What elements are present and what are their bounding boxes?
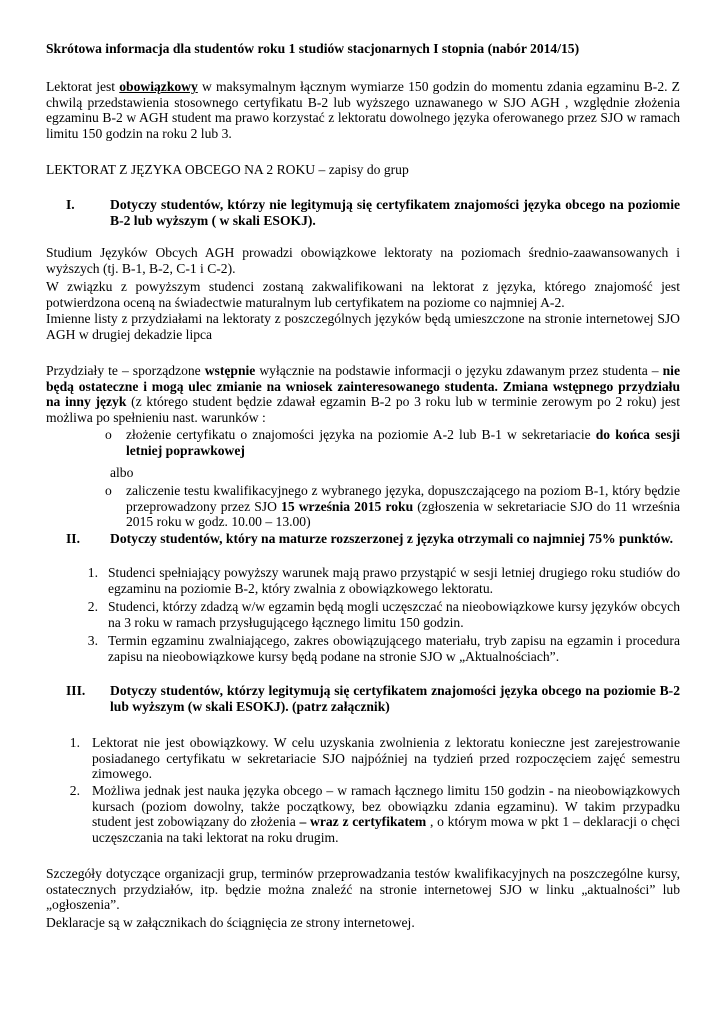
- footer-paragraph: Szczegóły dotyczące organizacji grup, terminów przeprowadzania testów kwalifikacyjnych na poszczególne kursy, ostatecznych przydziałów, itp. będzie można znaleźć na stronie internetowej SJO w linku „aktualności” lub „ogłoszenia”.: [46, 866, 680, 913]
- section-1-heading: [66, 197, 680, 228]
- section-1-number: I.: [66, 197, 75, 212]
- s1-paragraph-1: Studium Języków Obcych AGH prowadzi obowiązkowe lektoraty na poziomach średnio-zaawansowanych i wyższych (tj. B-1, B-2, C-1 i C-2).: [46, 245, 680, 276]
- i2-text-b: – wraz z certyfikatem: [299, 814, 427, 830]
- s1-paragraph-2: W związku z powyższym studenci zostaną zakwalifikowani na lektorat z języka, którego znajomość jest potwierdzona oceną na świadectwie maturalnym lub certyfikatem na poziome co najmniej A-2.: [46, 279, 680, 310]
- section-3-title: Dotyczy studentów, którzy legitymują się certyfikatem znajomości języka obcego na poziomie B-2 lub wyższym (w skali ESOKJ). (patrz załącznik): [110, 683, 680, 714]
- section-1-title: Dotyczy studentów, którzy nie legitymują się certyfikatem znajomości języka obcego na poziomie B-2 lub wyższym ( w skali ESOKJ).: [110, 197, 680, 228]
- section-2-title: Dotyczy studentów, który na maturze rozszerzonej z języka otrzymali co najmniej 75% punktów.: [110, 531, 674, 546]
- p4-text-a: Przydziały te – sporządzone: [46, 363, 205, 378]
- bullet-text: [126, 427, 680, 458]
- intro-text: Lektorat jest: [46, 79, 120, 94]
- p4-text-c: wyłącznie na podstawie informacji o języku zdawanym przez studenta –: [255, 363, 663, 378]
- list-item: [84, 599, 680, 630]
- section-heading-lektorat: LEKTORAT Z JĘZYKA OBCEGO NA 2 ROKU – zapisy do grup: [46, 162, 409, 177]
- p4-text-b: wstępnie: [204, 363, 256, 378]
- bullet-marker: o: [105, 483, 112, 498]
- list-item: [84, 633, 680, 664]
- list-text: Lektorat nie jest obowiązkowy. W celu uzyskania zwolnienia z lektoratu konieczne jest zarejestrowanie posiadanego certyfikatu w sekretariacie SJO najpóźniej na tydzień przed rozpoczęciem zajęć semestru zimowego.: [92, 735, 680, 782]
- list-number: 1.: [87, 565, 98, 580]
- bullet-marker: o: [105, 427, 112, 442]
- i2-text-c: , o którym mowa w pkt 1 – deklaracji o chęci uczęszczania na taki lektorat na roku drugim.: [92, 814, 680, 845]
- b1-text-a: złożenie certyfikatu o znajomości języka na poziomie A-2 lub B-1 w sekretariacie: [126, 427, 596, 442]
- albo-text: albo: [110, 465, 134, 480]
- s1-paragraph-4: [46, 363, 680, 425]
- intro-paragraph: [46, 79, 680, 141]
- section-3-number: III.: [66, 683, 86, 698]
- b2-text-a: zaliczenie testu kwalifikacyjnego z wybranego języka, dopuszczającego na poziom B-1, który będzie przeprowadzony przez SJO: [126, 483, 680, 514]
- i2-text-a: Możliwa jednak jest nauka języka obcego – w ramach łącznego limitu 150 godzin - na nieobowiązkowych kursach (poziom dowolny, także początkowy, bez obowiązku zdania egzaminu). W takim przypadku student jest zobowiązany do złożenia: [92, 783, 680, 830]
- list-number: 1.: [69, 735, 80, 750]
- p4-text-d: nie będą ostateczne i mogą ulec zmianie na wniosek zainteresowanego studenta. Zmiana wstępnego przydziału na inny język: [46, 363, 680, 410]
- section-2-heading: [66, 531, 680, 547]
- intro-text-rest: w maksymalnym łącznym wymiarze 150 godzin do momentu zdania egzaminu B-2. Z chwilą przedstawienia stosownego certyfikatu B-2 lub wyższego uznawanego w SJO AGH , względnie złożenia egzaminu B-2 w AGH student ma prawo korzystać z lektoratu dowolnego języka oferowanego przez SJO w ramach limitu 150 godzin na roku 2 lub 3.: [46, 79, 680, 141]
- s1-paragraph-3: Imienne listy z przydziałami na lektoraty z poszczególnych języków będą umieszczone na stronie internetowej SJO AGH w drugiej dekadzie lipca: [46, 311, 680, 342]
- bullet-item-certificate: [105, 427, 680, 458]
- b2-text-c: (zgłoszenia w sekretariacie SJO do 11 września 2015 roku w godz. 10.00 – 13.00): [126, 498, 681, 530]
- p4-text-e: (z którego student będzie zdawał egzamin B-2 po 3 roku lub w terminie zerowym po 2 roku) jest możliwa po spełnieniu nast. warunków :: [46, 394, 680, 425]
- list-number: 3.: [87, 633, 98, 648]
- list-text: Studenci, którzy zdadzą w/w egzamin będą mogli uczęszczać na nieobowiązkowe kursy języków obcych na 3 roku w ramach przysługującego łącznego limitu 150 godzin.: [108, 599, 680, 630]
- b2-text-b: 15 września 2015 roku: [281, 498, 414, 514]
- intro-mandatory: obowiązkowy: [119, 79, 198, 94]
- list-number: 2.: [69, 783, 80, 798]
- footer-declarations: Deklaracje są w załącznikach do ściągnięcia ze strony internetowej.: [46, 915, 415, 930]
- list-text: Termin egzaminu zwalniającego, zakres obowiązującego materiału, tryb zapisu na egzamin i procedura zapisu na nieobowiązkowe kursy będą podane na stronie SJO w „Aktualnościach”.: [108, 633, 680, 664]
- section-3-heading: [66, 683, 680, 714]
- list-text: Studenci spełniający powyższy warunek mają prawo przystąpić w sesji letniej drugiego roku studiów do egzaminu na poziomie B-2, który zwalnia z obowiązkowego lektoratu.: [108, 565, 680, 596]
- bullet-item-test: [105, 483, 680, 530]
- list-item: [84, 565, 680, 596]
- list-item: [66, 783, 680, 845]
- bullet-text: [126, 483, 680, 530]
- document-title: Skrótowa informacja dla studentów roku 1 studiów stacjonarnych I stopnia (nabór 2014/15): [46, 41, 580, 56]
- list-text: [92, 783, 680, 845]
- list-number: 2.: [87, 599, 98, 614]
- list-item: [66, 735, 680, 782]
- b1-text-b: do końca sesji letniej poprawkowej: [126, 427, 680, 458]
- section-2-number: II.: [66, 531, 80, 546]
